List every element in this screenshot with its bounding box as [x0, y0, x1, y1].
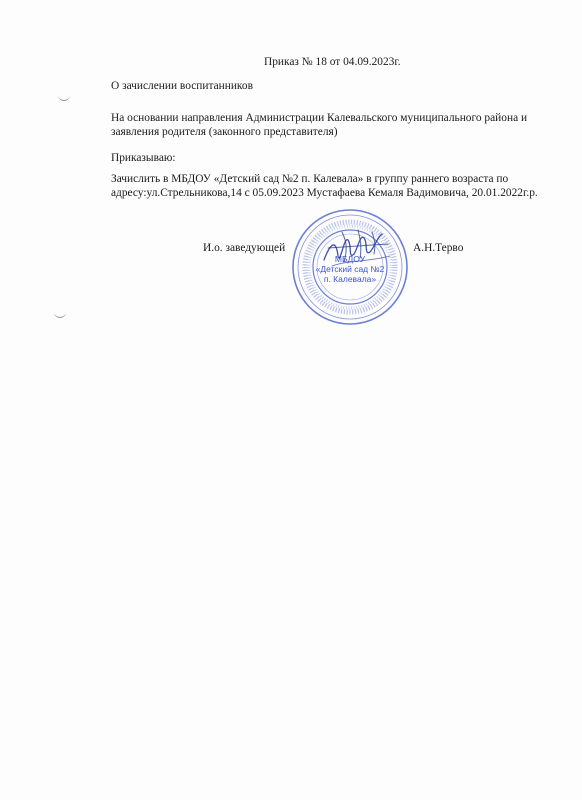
- stamp-line-2: «Детский сад №2: [315, 264, 385, 274]
- signer-role: И.о. заведующей: [203, 242, 286, 254]
- handwritten-signature: [318, 226, 398, 272]
- signer-name: А.Н.Терво: [413, 242, 464, 254]
- basis-line-2: заявления родителя (законного представителя): [111, 126, 338, 138]
- signature-icon: [318, 226, 398, 272]
- stamp-line-1: МБДОУ: [334, 254, 366, 264]
- enroll-line-2: адресу:ул.Стрельникова,14 с 05.09.2023 Мустафаева Кемаля Вадимовича, 20.01.2022г.р.: [111, 187, 538, 199]
- stamp-line-3: п. Калевала»: [323, 274, 377, 284]
- order-word: Приказываю:: [111, 152, 176, 164]
- scan-mark: [58, 92, 70, 101]
- order-subject: О зачислении воспитанников: [111, 80, 253, 92]
- scan-mark: [54, 309, 66, 318]
- enroll-line-1: Зачислить в МБДОУ «Детский сад №2 п. Калевала» в группу раннего возраста по: [111, 173, 509, 185]
- basis-line-1: На основании направления Администрации Калевальского муниципального района и: [111, 112, 528, 124]
- order-title: Приказ № 18 от 04.09.2023г.: [264, 56, 401, 68]
